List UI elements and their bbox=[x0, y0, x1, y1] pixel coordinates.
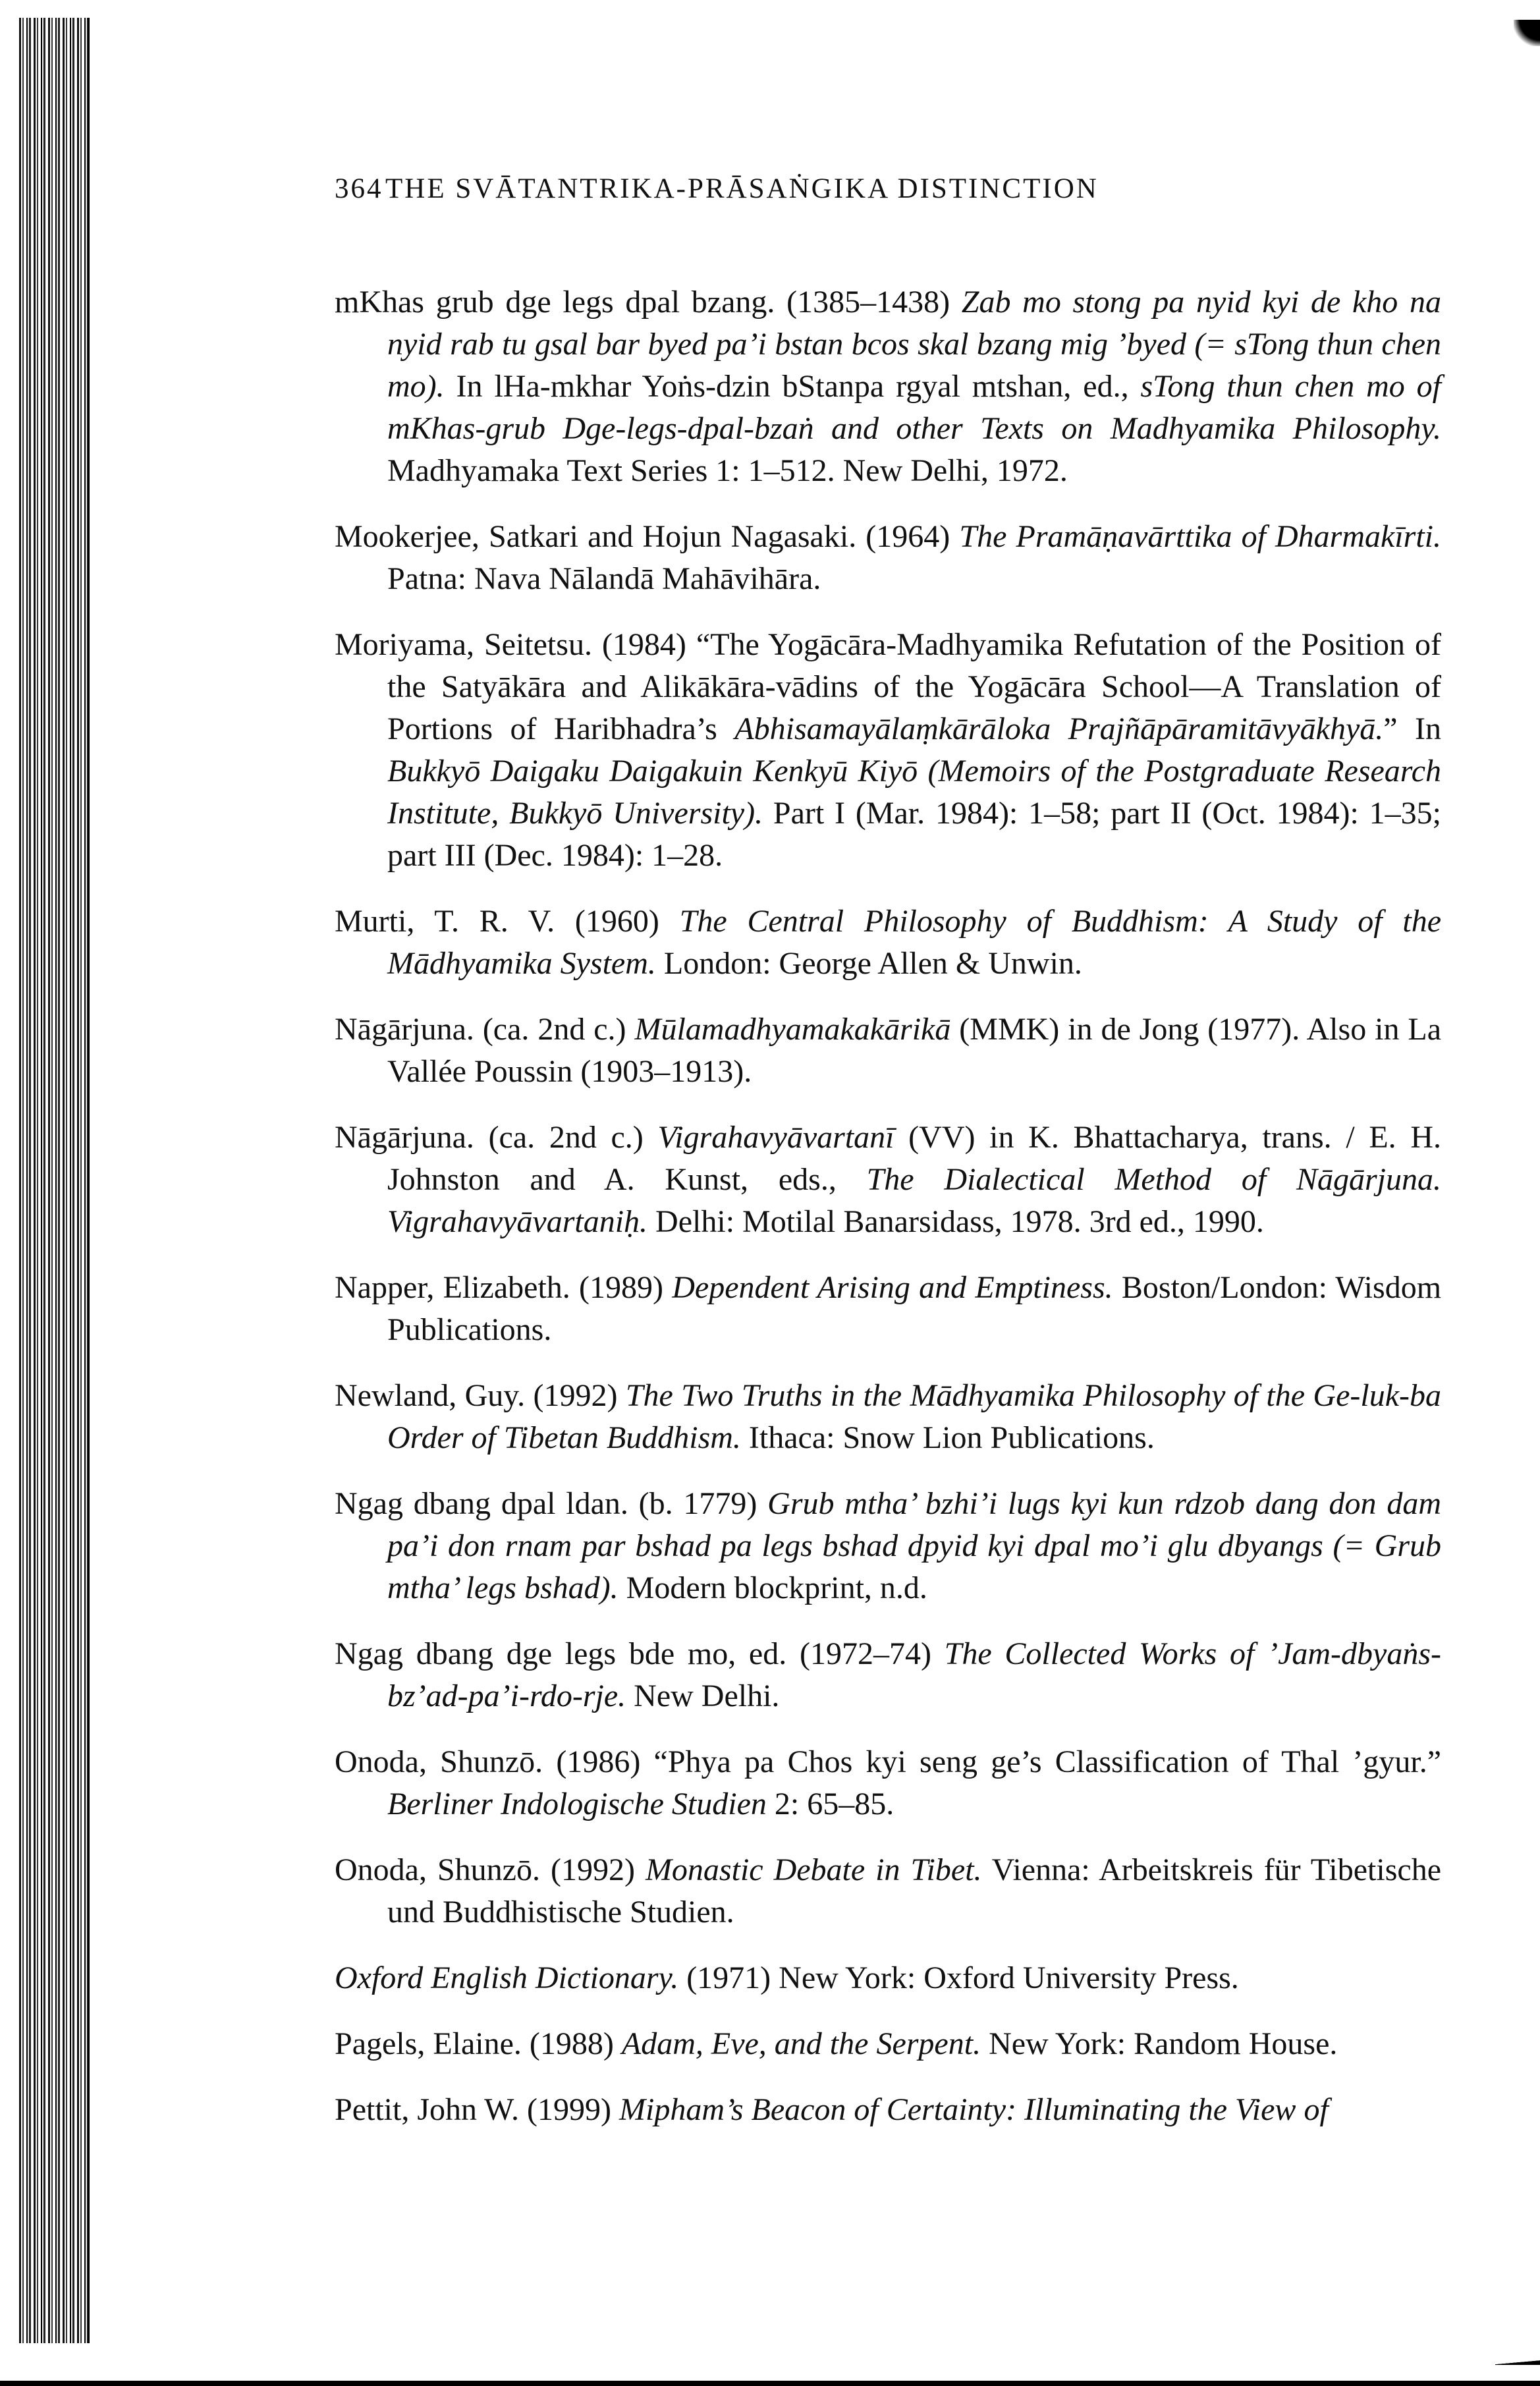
entry-text: (MMK) in de Jong (1977). Also in La Vallée Poussin (1903–1913). bbox=[387, 1012, 1441, 1089]
running-head-title: THE SVĀTANTRIKA-PRĀSAṄGIKA DISTINCTION bbox=[385, 173, 1099, 204]
page-number: 364 bbox=[335, 173, 383, 204]
entry-text: 2: 65–85. bbox=[766, 1787, 894, 1821]
entry-text: mKhas grub dge legs dpal bzang. (1385–1438) bbox=[335, 285, 962, 319]
entry-text: Onoda, Shunzō. (1992) bbox=[335, 1852, 646, 1887]
entry-text: New York: Random House. bbox=[981, 2026, 1338, 2061]
entry-text: Mookerjee, Satkari and Hojun Nagasaki. (1964) bbox=[335, 519, 960, 554]
entry-text: Moriyama, Seitetsu. (1984) “The Yogācāra-Madhyamika Refutation of the Position of the Satyākāra and Alikākāra-vādins of the Yogācāra School—A Translation of Portions of Haribhadra’s bbox=[335, 627, 1441, 746]
entry-text: Boston/London: Wisdom Publications. bbox=[387, 1270, 1442, 1347]
entry-title-italic: Abhisamayālaṃkārāloka Prajñāpāramitāvyākhyā. bbox=[734, 711, 1384, 746]
scan-bottom-border bbox=[0, 2381, 1540, 2386]
bibliography-entry bbox=[335, 1957, 1441, 1999]
scan-corner-shadow bbox=[1514, 20, 1540, 46]
entry-text: Ngag dbang dpal ldan. (b. 1779) bbox=[335, 1486, 768, 1521]
entry-text: Murti, T. R. V. (1960) bbox=[335, 904, 680, 939]
bibliography-entry bbox=[335, 1267, 1441, 1351]
entry-text: Pagels, Elaine. (1988) bbox=[335, 2026, 622, 2061]
bibliography-entry bbox=[335, 1741, 1441, 1825]
entry-text: Part I (Mar. 1984): 1–58; part II (Oct. 1984): 1–35; part III (Dec. 1984): 1–28. bbox=[387, 796, 1441, 873]
entry-title-italic: The Central Philosophy of Buddhism: A Study of the Mādhyamika System. bbox=[387, 904, 1441, 981]
bibliography-entry bbox=[335, 1483, 1441, 1609]
entry-title-italic: The Dialectical Method of Nāgārjuna. Vigrahavyāvartaniḥ. bbox=[387, 1162, 1441, 1239]
entry-title-italic: Zab mo stong pa nyid kyi de kho na nyid rab tu gsal bar byed pa’i bstan bcos skal bzang mig ’byed (= sTong thun chen mo). bbox=[387, 285, 1441, 404]
entry-title-italic: sTong thun chen mo of mKhas-grub Dge-legs-dpal-bzaṅ and other Texts on Madhyamika Philosophy. bbox=[387, 369, 1441, 446]
gutter-edge-line bbox=[88, 18, 90, 2343]
bibliography-list bbox=[335, 281, 1441, 2155]
entry-title-italic: Adam, Eve, and the Serpent. bbox=[621, 2026, 981, 2061]
entry-text: Vienna: Arbeitskreis für Tibetische und Buddhistische Studien. bbox=[387, 1852, 1442, 1929]
bibliography-entry bbox=[335, 1633, 1441, 1717]
entry-text: Onoda, Shunzō. (1986) “Phya pa Chos kyi seng ge’s Classification of Thal ’gyur.” bbox=[335, 1744, 1441, 1779]
entry-title-italic: Dependent Arising and Emptiness. bbox=[672, 1270, 1113, 1305]
entry-title-italic: Mūlamadhyamakakārikā bbox=[634, 1012, 951, 1047]
entry-title-italic: Grub mtha’ bzhi’i lugs kyi kun rdzob dang don dam pa’i don rnam par bshad pa legs bshad dpyid kyi dpal mo’i glu dbyangs (= Grub mtha’ legs bshad). bbox=[387, 1486, 1441, 1605]
entry-text: Modern blockprint, n.d. bbox=[618, 1570, 927, 1605]
entry-text: Newland, Guy. (1992) bbox=[335, 1378, 626, 1413]
entry-text: New Delhi. bbox=[626, 1679, 780, 1713]
entry-text: Pettit, John W. (1999) bbox=[335, 2092, 620, 2127]
bibliography-entry bbox=[335, 901, 1441, 985]
entry-title-italic: The Collected Works of ’Jam-dbyaṅs-bz’ad-pa’i-rdo-rje. bbox=[387, 1636, 1441, 1713]
entry-text: Ngag dbang dge legs bde mo, ed. (1972–74) bbox=[335, 1636, 945, 1671]
bibliography-entry bbox=[335, 2023, 1441, 2065]
entry-title-italic: Berliner Indologische Studien bbox=[387, 1787, 767, 1821]
entry-title-italic: Vigrahavyāvartanī bbox=[657, 1120, 894, 1155]
entry-text: (1971) New York: Oxford University Press. bbox=[678, 1960, 1239, 1995]
bibliography-entry bbox=[335, 1009, 1441, 1093]
bibliography-entry bbox=[335, 1375, 1441, 1459]
bibliography-entry bbox=[335, 516, 1441, 600]
entry-text: Napper, Elizabeth. (1989) bbox=[335, 1270, 673, 1305]
scan-corner-shadow-bottom bbox=[1495, 2360, 1540, 2365]
entry-text: In lHa-mkhar Yoṅs-dzin bStanpa rgyal mtshan, ed., bbox=[444, 369, 1141, 404]
entry-text: Patna: Nava Nālandā Mahāvihāra. bbox=[387, 561, 821, 596]
entry-title-italic: The Two Truths in the Mādhyamika Philosophy of the Ge-luk-ba Order of Tibetan Buddhism. bbox=[387, 1378, 1441, 1455]
entry-title-italic: Monastic Debate in Tibet. bbox=[645, 1852, 982, 1887]
bibliography-entry bbox=[335, 2089, 1441, 2131]
entry-text: ” In bbox=[1383, 711, 1442, 746]
entry-text: Ithaca: Snow Lion Publications. bbox=[740, 1420, 1155, 1455]
entry-text: Delhi: Motilal Banarsidass, 1978. 3rd ed., 1990. bbox=[647, 1204, 1264, 1239]
bibliography-entry bbox=[335, 1117, 1441, 1243]
entry-title-italic: The Pramāṇavārttika of Dharmakīrti. bbox=[959, 519, 1442, 554]
running-head bbox=[329, 173, 1449, 212]
bibliography-entry bbox=[335, 1849, 1441, 1933]
entry-text: London: George Allen & Unwin. bbox=[655, 946, 1082, 981]
book-binding-gutter bbox=[19, 18, 89, 2343]
entry-text: Madhyamaka Text Series 1: 1–512. New Delhi, 1972. bbox=[387, 453, 1068, 488]
bibliography-entry bbox=[335, 624, 1441, 877]
entry-title-italic: Oxford English Dictionary. bbox=[335, 1960, 679, 1995]
bibliography-entry bbox=[335, 281, 1441, 492]
entry-text: (VV) in K. Bhattacharya, trans. / E. H. Johnston and A. Kunst, eds., bbox=[387, 1120, 1441, 1197]
entry-text: Nāgārjuna. (ca. 2nd c.) bbox=[335, 1120, 658, 1155]
entry-text: Nāgārjuna. (ca. 2nd c.) bbox=[335, 1012, 635, 1047]
entry-title-italic: Bukkyō Daigaku Daigakuin Kenkyū Kiyō (Memoirs of the Postgraduate Research Institute, Bukkyō University). bbox=[387, 754, 1441, 831]
entry-title-italic: Mipham’s Beacon of Certainty: Illuminating the View of bbox=[619, 2092, 1329, 2127]
